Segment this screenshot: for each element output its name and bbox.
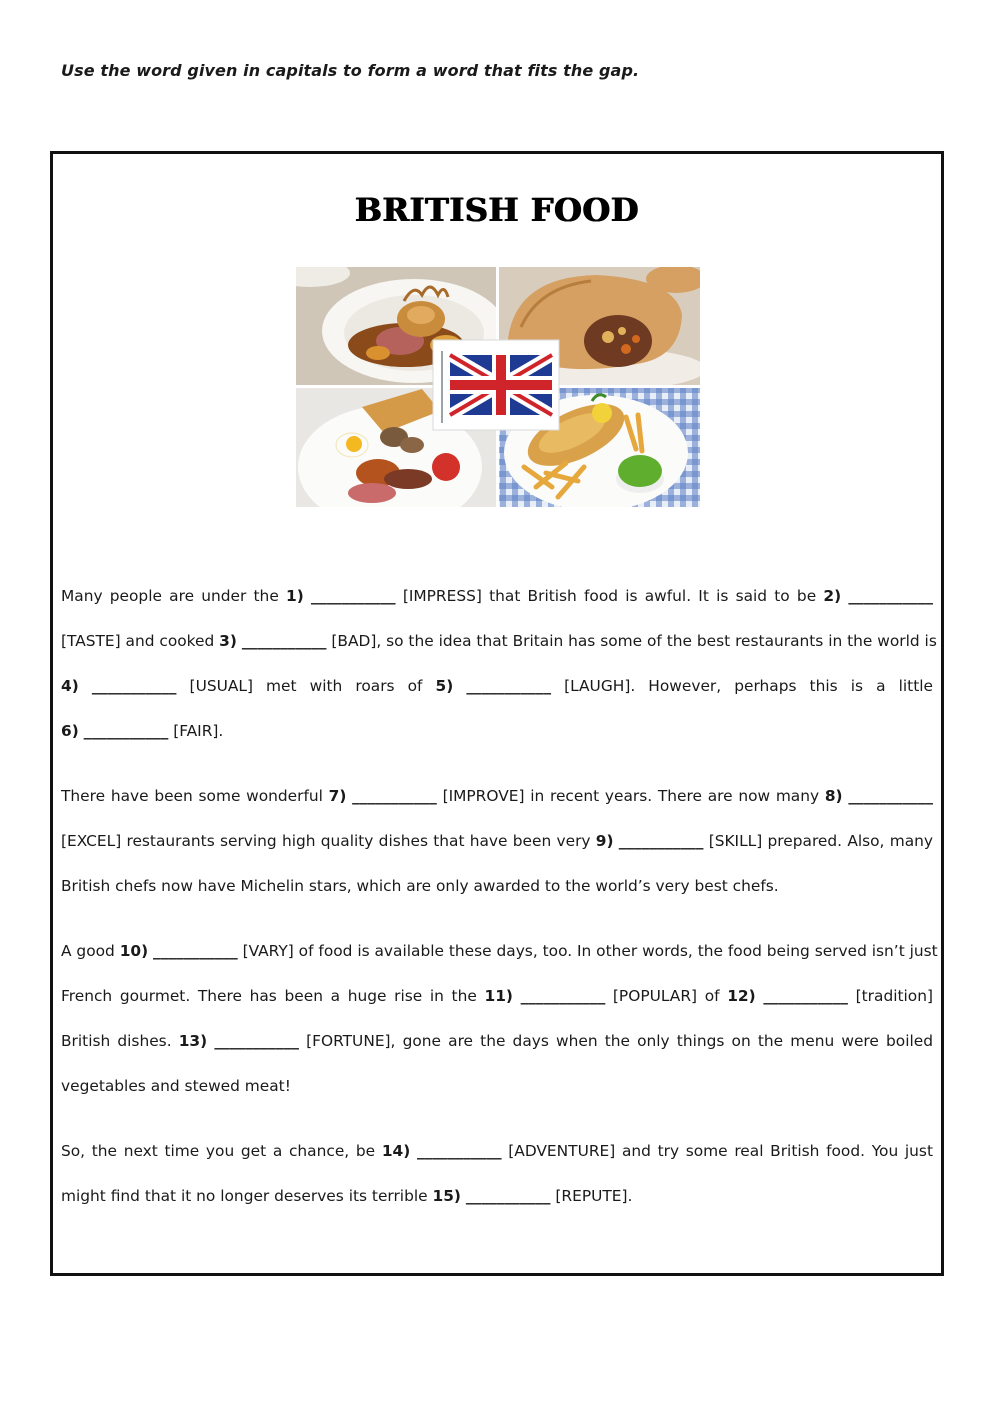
text-segment: [POPULAR] of <box>605 987 728 1005</box>
text-segment: [IMPROVE] in recent years. There are now many <box>436 787 825 805</box>
gap-number: 11) <box>484 987 513 1005</box>
text-segment: vegetables and stewed meat! <box>61 1077 291 1095</box>
text-segment: [REPUTE]. <box>550 1187 633 1205</box>
answer-blank[interactable]: ___________ <box>763 987 848 1005</box>
answer-blank[interactable]: ___________ <box>520 987 606 1005</box>
text-segment: [SKILL] prepared. Also, many <box>703 832 933 850</box>
answer-blank[interactable]: ___________ <box>91 677 177 695</box>
text-segment: A good <box>61 942 120 960</box>
text-line <box>61 974 933 1019</box>
worksheet-frame <box>50 151 944 1276</box>
text-segment: [LAUGH]. However, perhaps this is a little <box>551 677 933 695</box>
paragraph <box>61 774 933 909</box>
gap-number: 5) <box>435 677 454 695</box>
text-segment: [FORTUNE], gone are the days when the only things on the menu were boiled <box>298 1032 933 1050</box>
text-line <box>61 1064 933 1109</box>
gap-number: 8) <box>824 787 843 805</box>
answer-blank[interactable]: ___________ <box>214 1032 299 1050</box>
text-line <box>61 774 933 819</box>
text-segment: [ADVENTURE] and try some real British food. You just <box>501 1142 933 1160</box>
text-segment: British dishes. <box>61 1032 179 1050</box>
text-line <box>61 664 933 709</box>
text-segment: [VARY] of food is available these days, too. In other words, the food being served isn’t just <box>237 942 938 960</box>
paragraph <box>61 1129 933 1219</box>
text-segment: There have been some wonderful <box>61 787 329 805</box>
gap-number: 7) <box>328 787 347 805</box>
gap-number: 10) <box>119 942 149 960</box>
text-line <box>61 864 933 909</box>
text-segment: So, the next time you get a chance, be <box>61 1142 382 1160</box>
answer-blank[interactable]: ___________ <box>310 587 396 605</box>
text-segment: [EXCEL] restaurants serving high quality dishes that have been very <box>61 832 596 850</box>
text-segment: [BAD], so the idea that Britain has some of the best restaurants in the world is <box>326 632 937 650</box>
answer-blank[interactable]: ___________ <box>466 677 552 695</box>
gap-number: 2) <box>823 587 842 605</box>
text-line <box>61 574 933 619</box>
paragraph <box>61 929 938 1109</box>
text-line <box>61 929 938 974</box>
worksheet-title: BRITISH FOOD <box>354 191 640 229</box>
answer-blank[interactable]: ___________ <box>241 632 327 650</box>
text-segment: might find that it no longer deserves its terrible <box>61 1187 433 1205</box>
answer-blank[interactable]: ___________ <box>416 1142 502 1160</box>
gap-number: 15) <box>432 1187 461 1205</box>
british-food-collage <box>296 267 700 507</box>
gap-number: 6) <box>61 722 79 740</box>
gap-number: 12) <box>727 987 756 1005</box>
answer-blank[interactable]: ___________ <box>618 832 704 850</box>
gap-number: 4) <box>61 677 79 695</box>
answer-blank[interactable]: ___________ <box>352 787 437 805</box>
gap-number: 13) <box>178 1032 208 1050</box>
text-line <box>61 1019 933 1064</box>
union-jack-flag <box>433 340 559 430</box>
text-line <box>61 1129 933 1174</box>
text-segment: French gourmet. There has been a huge rise in the <box>61 987 485 1005</box>
paragraph <box>61 574 937 754</box>
text-segment: [TASTE] and cooked <box>61 632 220 650</box>
text-line <box>61 619 937 664</box>
answer-blank[interactable]: ___________ <box>848 787 933 805</box>
text-line <box>61 819 933 864</box>
text-segment: [tradition] <box>847 987 933 1005</box>
text-line <box>61 709 933 754</box>
answer-blank[interactable]: ___________ <box>465 1187 551 1205</box>
answer-blank[interactable]: ___________ <box>848 587 933 605</box>
answer-blank[interactable]: ___________ <box>153 942 238 960</box>
gap-number: 3) <box>219 632 237 650</box>
text-line <box>61 1174 933 1219</box>
worksheet-text <box>61 574 938 1239</box>
gap-number: 14) <box>381 1142 411 1160</box>
answer-blank[interactable]: ___________ <box>83 722 169 740</box>
gap-number: 1) <box>286 587 304 605</box>
gap-number: 9) <box>595 832 614 850</box>
text-segment: British chefs now have Michelin stars, which are only awarded to the world’s very best chefs. <box>61 877 779 895</box>
instruction-text: Use the word given in capitals to form a word that fits the gap. <box>61 61 640 80</box>
text-segment: [USUAL] met with roars of <box>176 677 436 695</box>
text-segment: [FAIR]. <box>168 722 224 740</box>
text-segment: [IMPRESS] that British food is awful. It is said to be <box>395 587 824 605</box>
text-segment: Many people are under the <box>61 587 286 605</box>
